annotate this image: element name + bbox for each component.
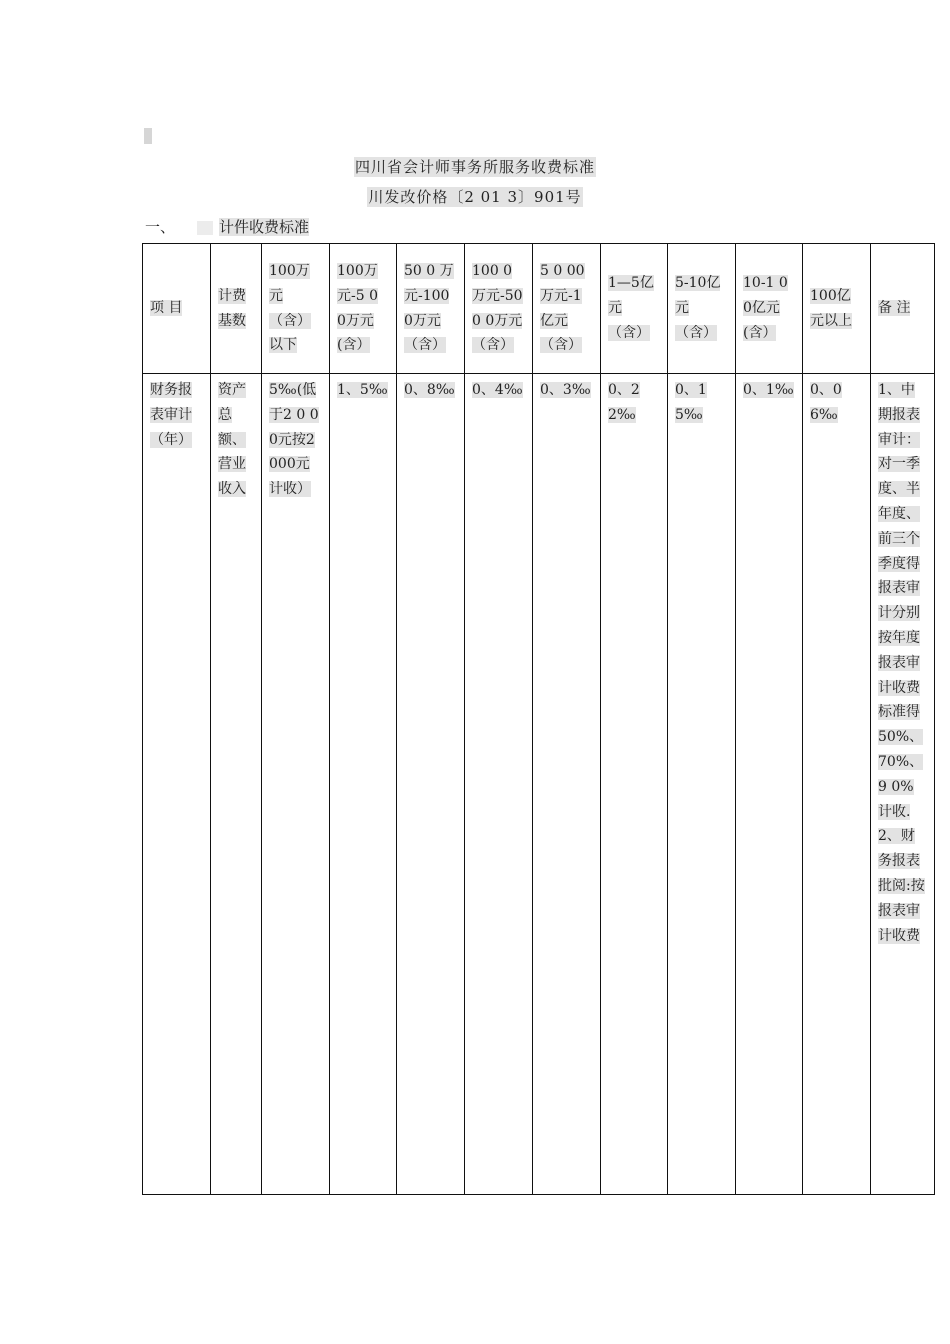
- header-cell: 10-1 0 0亿元 (含）: [736, 244, 803, 374]
- section-title: 计件收费标准: [219, 218, 310, 236]
- highlight-gap: [197, 221, 213, 235]
- header-cell: 50 0 万元-1000万元 （含）: [397, 244, 465, 374]
- table-header-row: [143, 244, 935, 374]
- header-cell: 备 注: [871, 244, 935, 374]
- table-cell: 0、0 6‰: [803, 374, 871, 1195]
- table-cell: 0、4‰: [465, 374, 533, 1195]
- table-cell: 0、1‰: [736, 374, 803, 1195]
- table-cell: 5‰(低于2 0 0 0元按2000元计收）: [262, 374, 330, 1195]
- table-cell: 0、2 2‰: [601, 374, 668, 1195]
- header-cell: 100万元 （含）以下: [262, 244, 330, 374]
- table-cell: 资产总额、营业收入: [211, 374, 262, 1195]
- fee-table: [142, 243, 935, 1195]
- header-cell: 项 目: [143, 244, 211, 374]
- table-cell: 0、3‰: [533, 374, 601, 1195]
- paragraph-marker: [144, 128, 152, 144]
- table-cell: 1、5‰: [330, 374, 397, 1195]
- section-number: 一、: [145, 218, 176, 236]
- header-cell: 计费基数: [211, 244, 262, 374]
- table-cell: 0、15‰: [668, 374, 736, 1195]
- header-cell: 100亿元以上: [803, 244, 871, 374]
- section-heading: [145, 216, 309, 237]
- table-cell: 财务报表审计（年）: [143, 374, 211, 1195]
- document-number: 川发改价格〔2 01 3〕901号: [368, 188, 582, 206]
- header-cell: 5 0 00万元-1亿元 （含）: [533, 244, 601, 374]
- header-cell: 1—5亿元 （含）: [601, 244, 668, 374]
- table-cell: 0、8‰: [397, 374, 465, 1195]
- header-cell: 100万元-5 0 0万元 (含）: [330, 244, 397, 374]
- table-cell-remarks: 1、中期报表审计：对一季度、半年度、前三个季度得报表审计分别按年度报表审计收费标准得50%、70%、9 0%计收.2、财务报表批阅:按报表审计收费: [871, 374, 935, 1195]
- document-title: 四川省会计师事务所服务收费标准: [354, 158, 595, 176]
- header-cell: 5-10亿元 （含）: [668, 244, 736, 374]
- header-cell: 100 0 万元-50 0 0万元 （含）: [465, 244, 533, 374]
- table-row: [143, 374, 935, 1195]
